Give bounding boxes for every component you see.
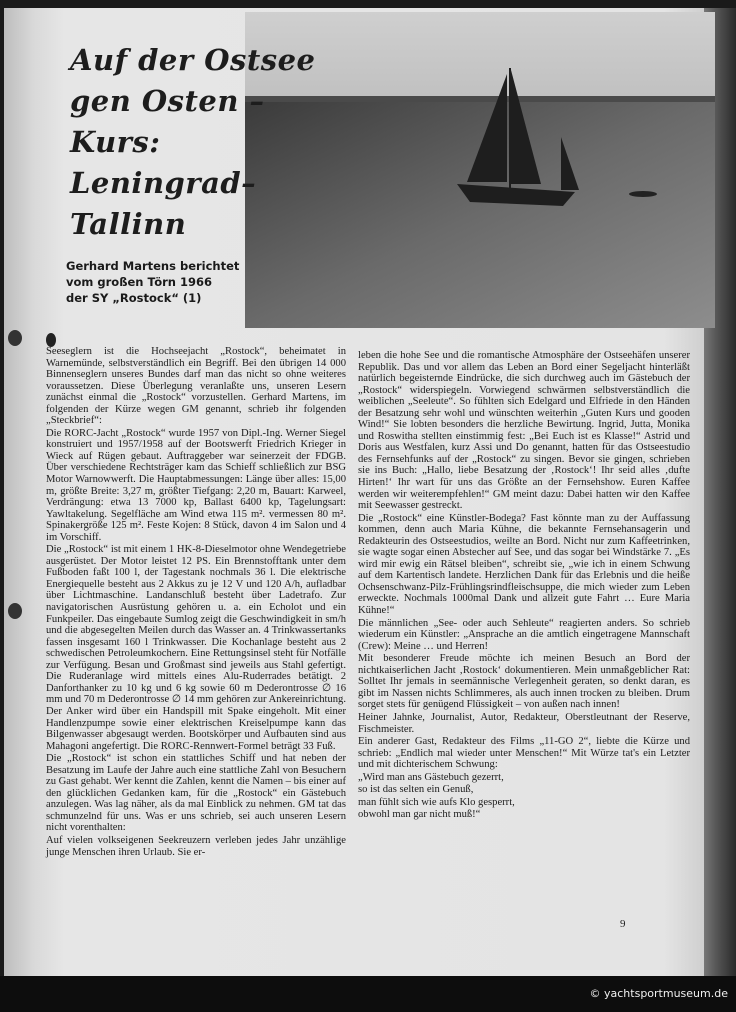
verse-line: so ist das selten ein Genuß, [358,784,474,796]
byline-line: vom großen Törn 1966 [66,275,212,289]
paragraph: Die „Rostock“ ist schon ein stattliches Schiff und hat neben der Besatzung im Laufe der Jahre auch eine stattliche Zahl von Besuchern zu Gast gehabt. Wer kennt die Zahlen, kennt die Namen – bis einer auf den glücklichen Gedanken kam, für die „Rostock“ ein Gästebuch anzulegen. Was lag näher, als da mal Einblick zu nehmen. GM tat das schmunzelnd für uns. Was er uns schrieb, sei auch unseren Lesern nicht vorenthalten: [46,753,346,834]
paragraph: Heiner Jahnke, Journalist, Autor, Redakteur, Oberstleutnant der Reserve, Fischmeister. [358,711,690,735]
title-line: Auf der Ostsee [70,43,316,77]
paragraph: Seeseglern ist die Hochseejacht „Rostock“, beheimatet in Warnemünde, selbstverständlich ein Begriff. Bei den übrigen 14 000 Binnenseglern unseres Bundes darf man das nicht so ohne weiteres voraussetzen. Diese Überlegung veranlaßte uns, unseren Lesern zunächst einmal die „Rostock“ vorzustellen. Gerhard Martens, im folgenden der Kürze wegen GM genannt, schrieb ihr folgenden „Steckbrief“: [46,346,346,427]
byline-line: Gerhard Martens berichtet [66,259,240,273]
right-text-column [358,350,690,822]
binding-hole [8,330,22,346]
watermark: © yachtsportmuseum.de [589,987,728,1000]
binding-hole [8,603,22,619]
article-byline [66,258,256,306]
verse-line: man fühlt sich wie aufs Klo gesperrt, [358,796,515,808]
verse [358,772,690,821]
paragraph: Ein anderer Gast, Redakteur des Films „11-GO 2“, liebte die Kürze und schrieb: „Endlich mal wieder unter Menschen!“ Mit Würze tat's ein Letzter und mit dichterischem Schwung: [358,736,690,771]
title-line: gen Osten – [70,84,265,118]
bullet-mark [46,333,56,347]
left-text-column [46,346,346,859]
paragraph: Die „Rostock“ eine Künstler-Bodega? Fast könnte man zu der Auffassung kommen, denn auch Maria Kühne, die bekannte Fernsehansagerin und Redakteurin des Ostseestudios, weilte an Bord. Nicht nur zum Kaffeetrinken, sie wagte sogar einen Abstecher auf See, und das sogar bei Windstärke 7. „Es wird mir ewig ein Rätsel bleiben“, schreibt sie, „wie ich in einem Schwung auf dem Kartentisch landete. Herzlichen Dank für das Erlebnis und die heiße Ochsenschwanz-Pilz-Frühlingsrindfleischsuppe, die mich wieder zum Leben erweckte. Nochmals 1000mal Dank und allzeit gute Fahrt … Eure Maria Kühne!“ [358,512,690,617]
paragraph: Die männlichen „See- oder auch Sehleute“ reagierten anders. So schrieb wiederum ein Künstler: „Ansprache an die amtlich eingetragene Mannschaft (Crew): Meine … und Herren! [358,617,690,652]
verse-line: „Wird man ans Gästebuch gezerrt, [358,771,504,783]
paragraph: Mit besonderer Freude möchte ich meinen Besuch an Bord der nichtkaiserlichen Jacht ‚Rostock‘ dokumentieren. Mein unmaßgeblicher Rat: Solltet Ihr jemals in seemännische Verlegenheit geraten, so denkt daran, es gibt im Nassen nichts Schlimmeres, als auch innen trocken zu bleiben. Drum sorget stets für genügend Flüssigkeit – von außen nach innen! [358,653,690,711]
verse-line: obwohl man gar nicht muß!“ [358,809,481,821]
title-line: Kurs: Leningrad– [70,125,257,200]
article-title [70,40,330,245]
page-number: 9 [620,918,626,930]
paragraph: Die RORC-Jacht „Rostock“ wurde 1957 von Dipl.-Ing. Werner Siegel konstruiert und 1957/1958 auf der Bootswerft Friedrich Krieger in Wieck auf Rügen gebaut. Auftraggeber war seinerzeit der FDGB. Über verschiedene Rechtsträger kam das Schieff schließlich zur BSG Motor Warnowwerft. Die Hauptabmessungen: Länge über alles: 15,00 m, größte Breite: 3,27 m, größter Tiefgang: 2,20 m, Bauart: Karweel, Verdrängung: etwa 13 7000 kp, Ballast 6400 kp, Tagelungsart: Yawltakelung. Segelfläche am Wind etwa 115 m². vermessen 80 m². Spinakergröße 125 m². Feste Kojen: 8 Stück, davon 4 im Salon und 4 im Vorschiff. [46,427,346,543]
paragraph: Auf vielen volkseigenen Seekreuzern verleben jedes Jahr unzählige junge Menschen ihren Urlaub. Sie er- [46,834,346,858]
paragraph: leben die hohe See und die romantische Atmosphäre der Ostseehäfen unserer Republik. Das und vor allem das Leben an Bord einer Segeljacht hinterläßt natürlich begeisternde Eindrücke, die sich durchweg auch im Gästebuch der „Rostock“ widerspiegeln. Vorwiegend schwärmen selbstverständlich die weiblichen „Seeleute“. So fühlten sich Edelgard und Elfriede in den Händen der Besatzung sehr wohl und wünschten weiterhin „Guten Kurs und gooden Wind!“ Sie lobten besonders die herzliche Bewirtung. Ingrid, Jutta, Monika und Roswitha stellten einstimmig fest: „Bei Euch ist es Klasse!“ Astrid und Doris aus Westfalen, kurz Assi und Do genannt, hatten für das Ostseestudio des Fernsehfunks auf der „Rostock“ zu singen. Bevor sie gingen, schrieben sie ins Buch: „Hallo, liebe Besatzung der ‚Rostock‘! Ihr seid alles ‚dufte Hirten!‘ Ihr wart für uns das Größte an der Fernsehshow. Euren Kaffee werden wir weiterempfehlen!“ GM meint dazu: Dabei hatten wir den Kaffee mit Seewasser gestreckt. [358,350,690,512]
paragraph: Die „Rostock“ ist mit einem 1 HK-8-Dieselmotor ohne Wendegetriebe ausgerüstet. Der Motor leistet 12 PS. Ein Brennstofftank unter dem Fußboden faßt 100 l, der Tagestank nochmals 36 l. Die elektrische Energiequelle besteht aus 2 Akkus zu je 12 V und 120 A/h, aufladbar über Lichtmaschine. Landanschluß besteht über Ladetrafo. Zur navigatorischen Ausrüstung gehören u. a. ein Echolot und ein Funkpeiler. Das eingebaute Sumlog zeigt die Geschwindigkeit in sm/h und die abgesegelten Meilen durch das Wasser an. 4 Trinkwassertanks fassen insgesamt 160 l Trinkwasser. Die Kochanlage besteht aus 2 schwedischen Petroleumkochern. Eine Rettungsinsel steht für Notfälle zur Verfügung. Besan und Großmast sind jeweils aus Stahl gefertigt. Die Ruderanlage wird mittels eines Alu-Ruderrades betätigt. 2 Danforthanker zu 10 kg und 6 kg sowie 60 m Dederontrosse ∅ 16 mm und 70 m Dederontrosse ∅ 14 mm gehören zur Ankereinrichtung. Der Anker wird über ein Handspill mit Spake eingeholt. Mit einer Handlenzpumpe sowie einer elektrischen Kreiselpumpe kann das Bilgenwasser abgesaugt werden. Bootskörper und Aufbauten sind aus Mahagoni angefertigt. Die RORC-Rennwert-Formel beträgt 33 Fuß. [46,544,346,752]
title-line: Tallinn [70,207,187,241]
rowboat [629,191,657,197]
byline-line: der SY „Rostock“ (1) [66,291,202,305]
